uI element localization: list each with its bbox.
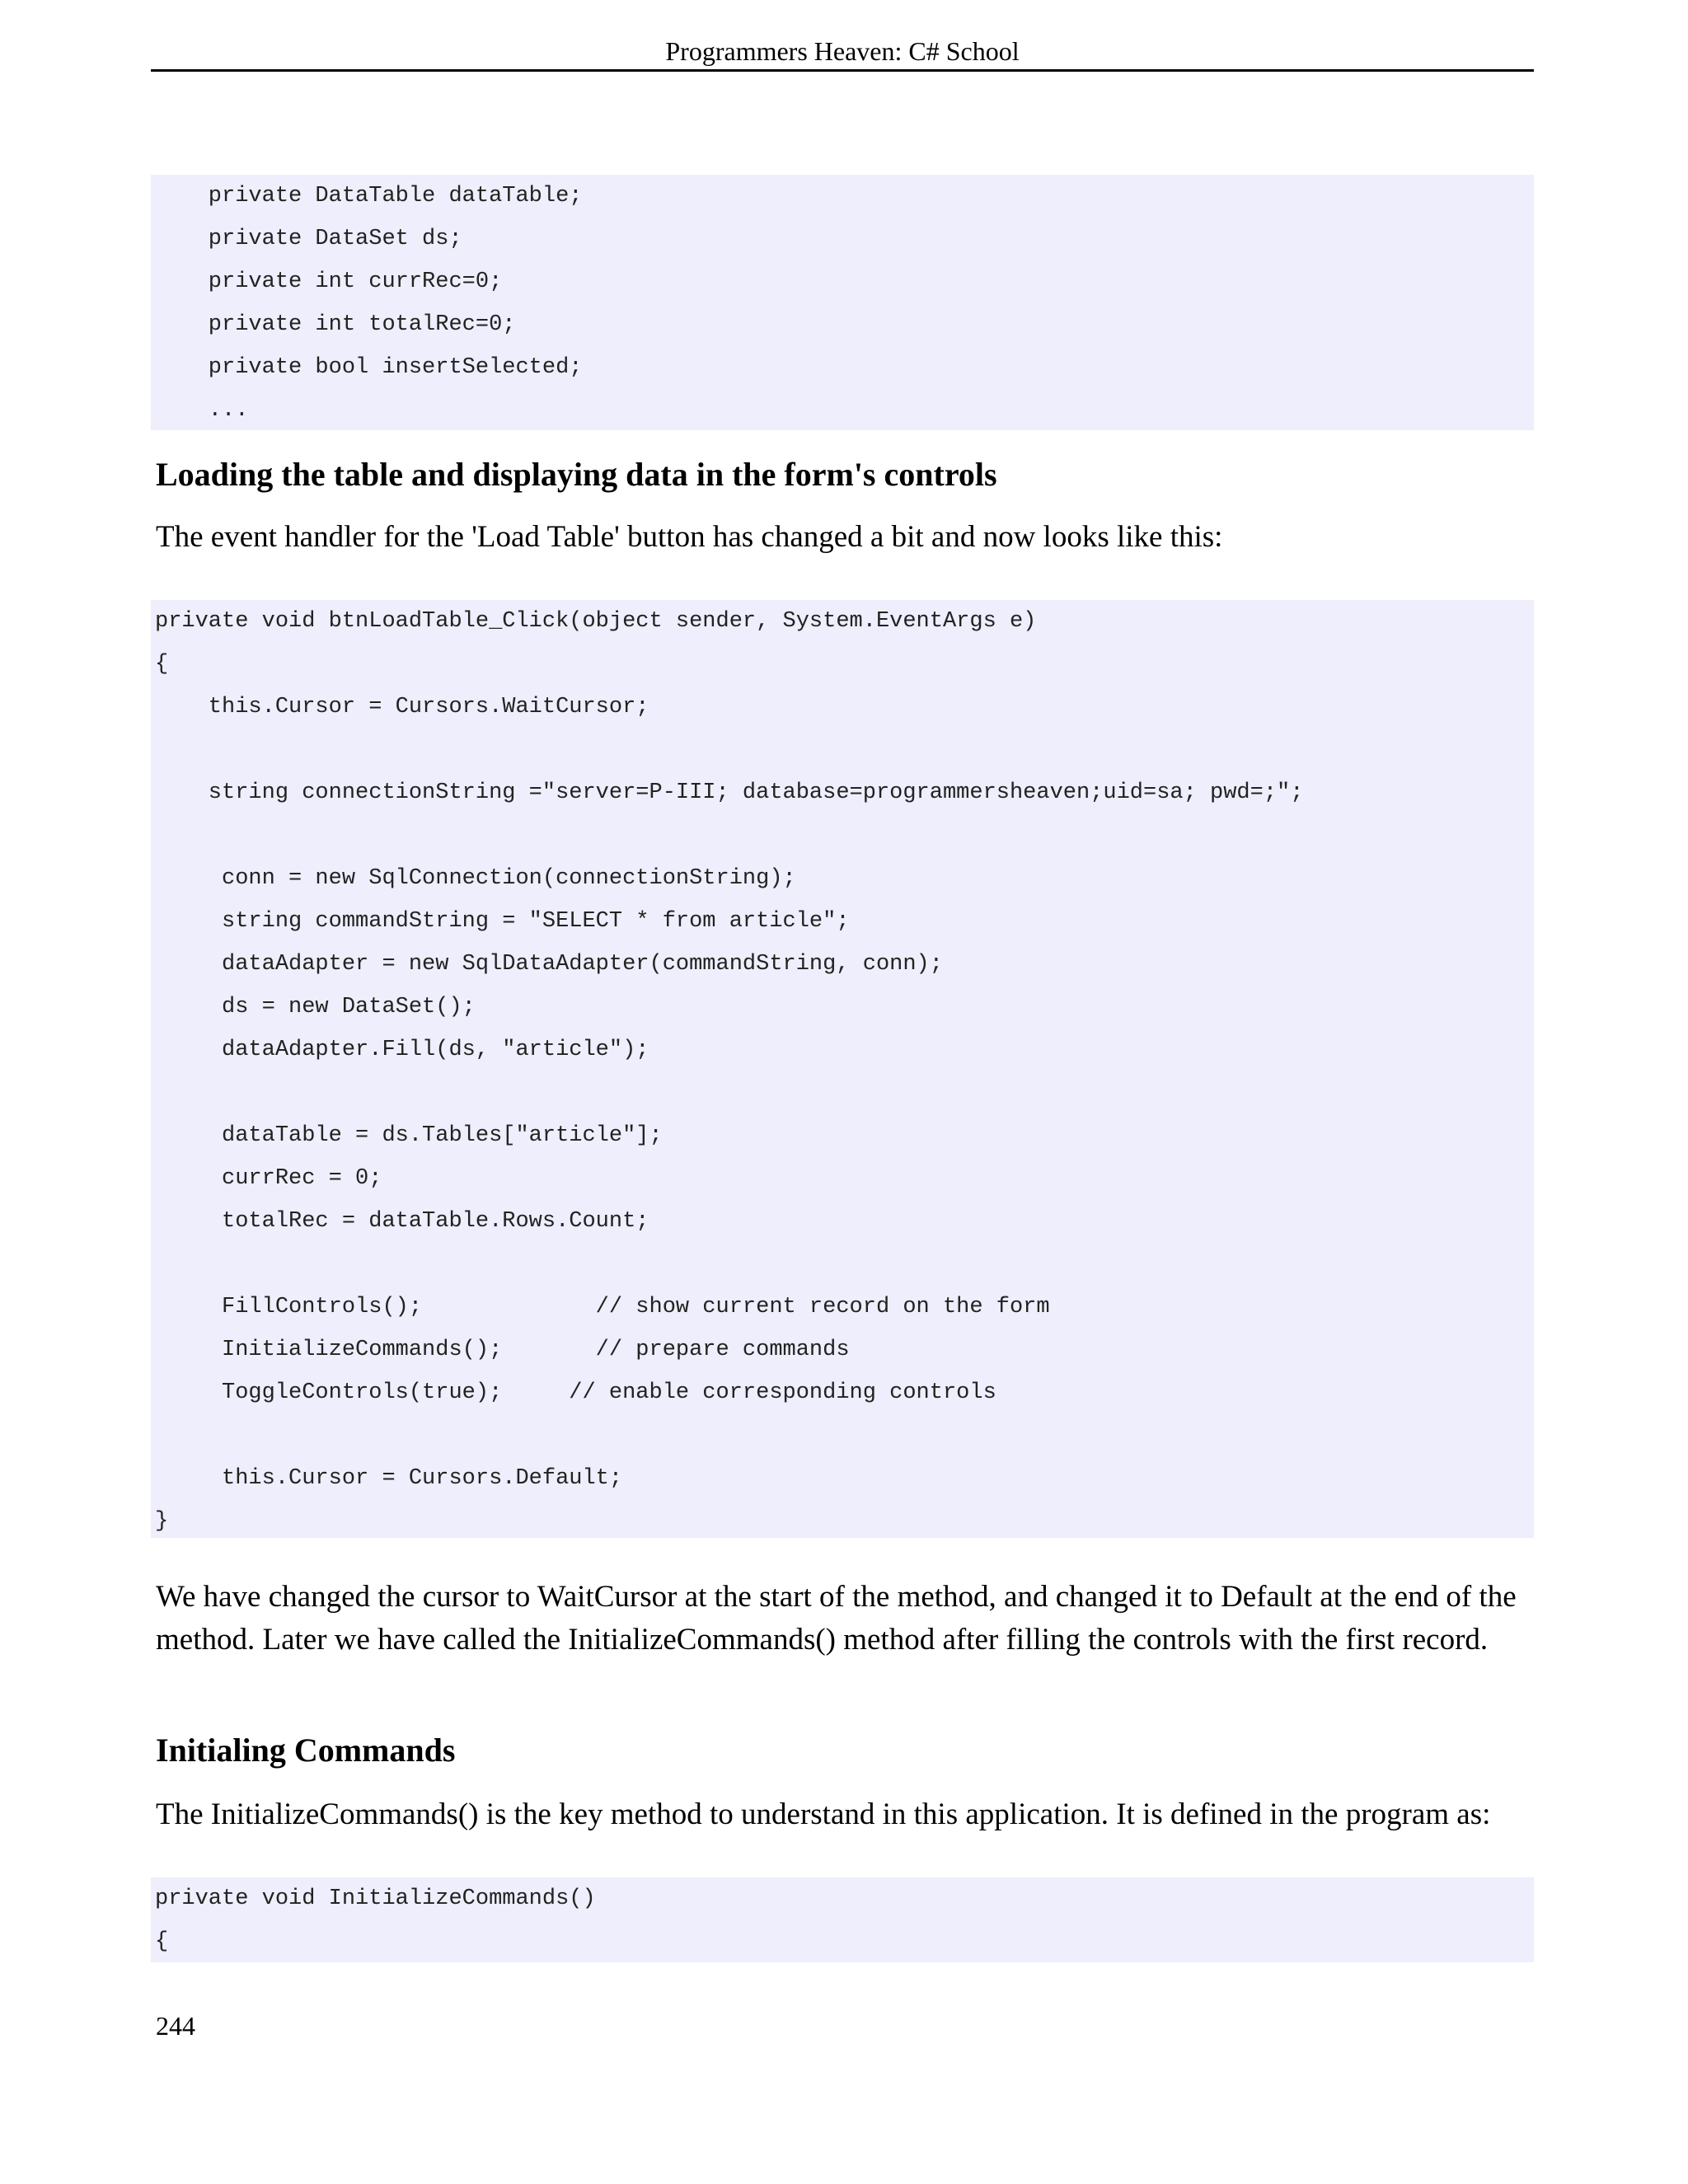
code-line: ds = new DataSet(); (155, 995, 476, 1019)
code-line: } (155, 1509, 169, 1534)
code-line: this.Cursor = Cursors.WaitCursor; (155, 695, 649, 719)
code-line: string connectionString ="server=P-III; database=programmersheaven;uid=sa; pwd=;"; (155, 780, 1304, 805)
code-line: private void btnLoadTable_Click(object sender, System.EventArgs e) (155, 609, 1037, 634)
code-line: this.Cursor = Cursors.Default; (155, 1466, 623, 1491)
page-header-title: Programmers Heaven: C# School (665, 36, 1020, 66)
code-line: dataAdapter = new SqlDataAdapter(commandString, conn); (155, 952, 943, 977)
explanation-paragraph: We have changed the cursor to WaitCursor at the start of the method, and changed it to Default at the end of the method. Later we have called the InitializeCommands() method after filling the controls with the first record. (156, 1580, 1517, 1657)
section-intro-paragraph: The event handler for the 'Load Table' button has changed a bit and now looks like this: (156, 520, 1223, 554)
code-line: ToggleControls(true); // enable corresponding controls (155, 1380, 996, 1405)
code-line: ... (155, 398, 249, 423)
code-line: dataAdapter.Fill(ds, "article"); (155, 1038, 649, 1062)
code-line: private DataSet ds; (155, 227, 462, 251)
code-line: conn = new SqlConnection(connectionString); (155, 866, 796, 891)
code-line: private int totalRec=0; (155, 312, 516, 337)
code-line: { (155, 652, 169, 677)
code-line: InitializeCommands(); // prepare commands (155, 1338, 850, 1362)
code-block-fields (151, 175, 1534, 430)
code-block-initialize-commands (151, 1877, 1534, 1962)
code-block-load-table-handler (151, 600, 1534, 1538)
section-heading-loading-table: Loading the table and displaying data in the form's controls (156, 456, 997, 493)
code-line: private int currRec=0; (155, 269, 503, 294)
code-line: private void InitializeCommands() (155, 1886, 596, 1911)
section-heading-initialing-commands: Initialing Commands (156, 1732, 456, 1769)
code-line: private bool insertSelected; (155, 355, 583, 380)
code-line: string commandString = "SELECT * from article"; (155, 909, 850, 934)
header-divider (151, 69, 1534, 72)
code-line: FillControls(); // show current record on the form (155, 1295, 1050, 1319)
code-line: currRec = 0; (155, 1166, 382, 1191)
section2-intro-paragraph: The InitializeCommands() is the key method to understand in this application. It is defined in the program as: (156, 1797, 1491, 1831)
code-line: private DataTable dataTable; (155, 184, 583, 209)
code-line: totalRec = dataTable.Rows.Count; (155, 1209, 649, 1234)
code-line: { (155, 1929, 169, 1954)
code-line: dataTable = ds.Tables["article"]; (155, 1123, 663, 1148)
page-number: 244 (156, 2011, 195, 2041)
